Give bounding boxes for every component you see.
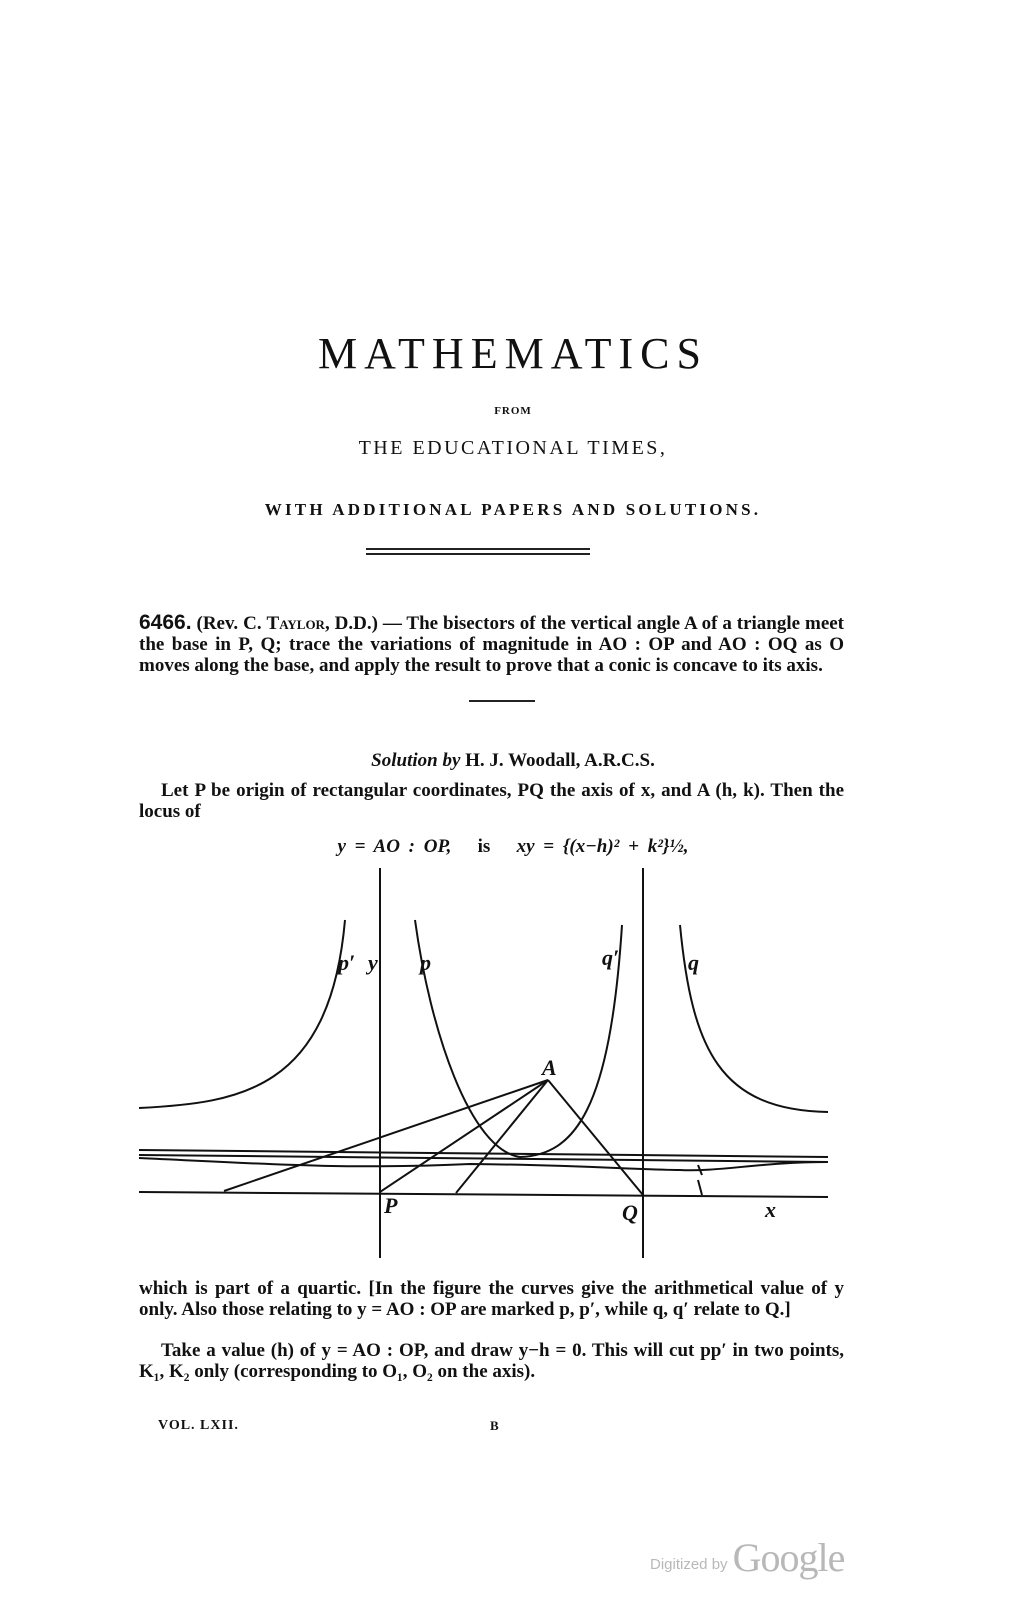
line-A-to-Q bbox=[548, 1080, 643, 1195]
volume-label: VOL. LXII. bbox=[158, 1418, 239, 1433]
solution-author: H. J. Woodall, A.R.C.S. bbox=[465, 750, 655, 771]
solution-by-label: Solution by bbox=[371, 750, 461, 771]
double-rule-top bbox=[366, 548, 590, 550]
google-watermark bbox=[650, 1534, 844, 1581]
problem-author-prefix: (Rev. C. bbox=[196, 613, 267, 634]
curve-p-prime bbox=[139, 920, 345, 1108]
label-q: q bbox=[688, 950, 699, 975]
journal-title: THE EDUCATIONAL TIMES, bbox=[358, 437, 668, 459]
signature-mark: B bbox=[490, 1418, 499, 1433]
label-Q: Q bbox=[622, 1200, 638, 1225]
line-A-to-O bbox=[456, 1080, 548, 1193]
tick-mark-2 bbox=[698, 1180, 702, 1195]
solution-paragraph-3: Take a value (h) of y = AO : OP, and draw y−h = 0. This will cut pp′ in two points, K₁, K₂ only (corresponding to O₁, O₂ on the axis). bbox=[139, 1340, 844, 1382]
solution-paragraph-2: which is part of a quartic. [In the figure the curves give the arithmetical value of y only. Also those relating to y = AO : OP are marked p, p′, while q, q′ relate to Q.] bbox=[139, 1278, 844, 1320]
equation-mid: is bbox=[477, 836, 491, 857]
label-p: p bbox=[420, 950, 431, 975]
curve-p bbox=[415, 920, 622, 1157]
watermark-brand: Google bbox=[732, 1535, 845, 1580]
solution-paragraph-1: Let P be origin of rectangular coordinates, PQ the axis of x, and A (h, k). Then the locus of bbox=[139, 780, 844, 822]
label-P: P bbox=[384, 1193, 398, 1218]
page-title: MATHEMATICS bbox=[318, 329, 708, 378]
subtitle: WITH ADDITIONAL PAPERS AND SOLUTIONS. bbox=[264, 500, 762, 519]
line-A-to-left bbox=[224, 1080, 548, 1191]
double-rule-bottom bbox=[366, 553, 590, 555]
solution-heading bbox=[0, 750, 1026, 772]
from-label: FROM bbox=[494, 405, 532, 417]
x-axis-line bbox=[139, 1192, 828, 1197]
problem-6466 bbox=[139, 612, 844, 676]
locus-equation bbox=[0, 836, 1026, 858]
label-p-prime: p′ bbox=[338, 950, 356, 975]
label-q-prime: q′ bbox=[602, 945, 620, 970]
equation-left: y = AO : OP, bbox=[337, 836, 452, 857]
label-y: y bbox=[368, 950, 378, 975]
problem-author-name: Taylor bbox=[266, 613, 325, 634]
curve-q bbox=[680, 925, 828, 1112]
problem-text: The bisectors of the vertical angle A of a triangle meet the base in P, Q; trace the variations of magnitude in AO : OP and AO : OQ as O moves along the base, and apply the result to prove that a conic is concave to its axis. bbox=[139, 613, 845, 676]
problem-author-suffix: , D.D.) — bbox=[324, 613, 402, 634]
label-x: x bbox=[765, 1197, 776, 1222]
short-rule bbox=[469, 700, 535, 702]
locus-figure bbox=[0, 860, 1026, 1260]
label-A: A bbox=[542, 1055, 557, 1080]
problem-number: 6466. bbox=[139, 611, 192, 634]
equation-right: xy = {(x−h)² + k²}½, bbox=[516, 836, 689, 857]
watermark-prefix: Digitized by bbox=[650, 1556, 728, 1573]
